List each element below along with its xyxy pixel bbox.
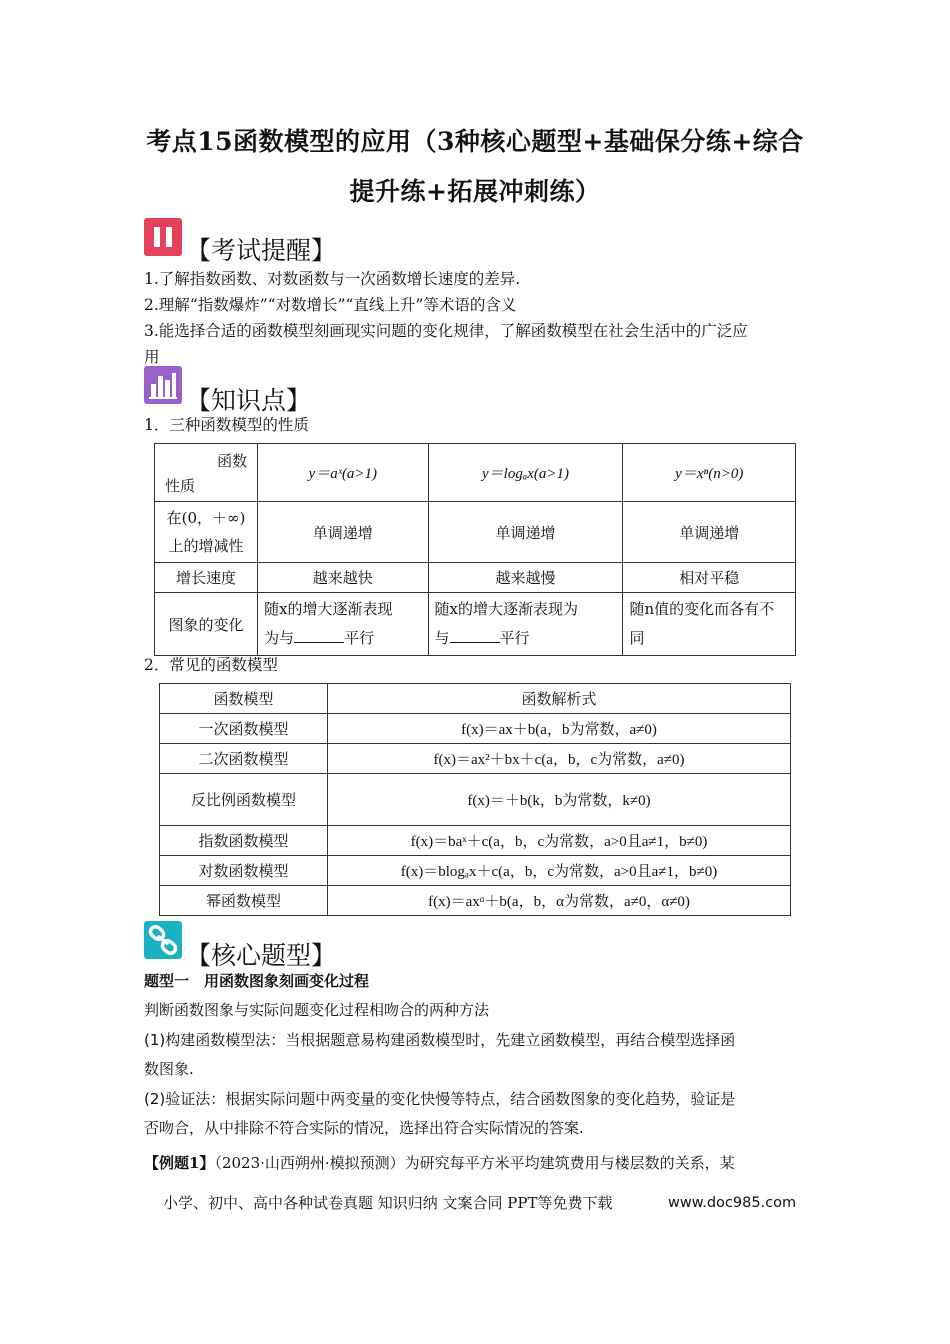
subheading-three-models: 1．三种函数模型的性质 xyxy=(144,416,309,434)
page-title-line2: 提升练+拓展冲刺练） xyxy=(349,177,601,206)
bar-chart-icon xyxy=(144,366,182,404)
models-table xyxy=(159,683,791,916)
properties-table xyxy=(154,443,796,656)
cell-graph-2: 随x的增大逐渐表现为 与 平行 xyxy=(428,593,623,656)
example-label: 【例题1】 xyxy=(144,1154,215,1172)
header-exponential: y＝aˣ(a>1) xyxy=(258,444,428,502)
blank-line xyxy=(294,627,344,643)
header-formula: 函数解析式 xyxy=(328,684,791,714)
cell-graph-1: 随x的增大逐渐表现 为与 平行 xyxy=(258,593,428,656)
header-model: 函数模型 xyxy=(160,684,328,714)
method-1-line1: (1)构建函数模型法：当根据题意易构建函数模型时，先建立函数模型，再结合模型选择函 xyxy=(144,1031,736,1049)
tip-item-3-cont: 用 xyxy=(144,348,160,366)
tip-item-1: 1.了解指数函数、对数函数与一次函数增长速度的差异. xyxy=(144,270,521,288)
pause-icon xyxy=(144,218,182,256)
model-name-logarithmic: 对数函数模型 xyxy=(160,856,328,886)
question-type-1: 题型一 用函数图象刻画变化过程 xyxy=(144,972,370,990)
model-name-power: 幂函数模型 xyxy=(160,886,328,916)
footer-url[interactable]: www.doc985.com xyxy=(668,1195,797,1211)
corner-cell xyxy=(155,444,258,502)
method-2-line1: (2)验证法：根据实际问题中两变量的变化快慢等特点，结合函数图象的变化趋势，验证是 xyxy=(144,1090,736,1108)
tip-item-3: 3.能选择合适的函数模型刻画现实问题的变化规律，了解函数模型在社会生活中的广泛应 xyxy=(144,322,748,340)
subheading-common-models: 2．常见的函数模型 xyxy=(144,656,278,674)
corner-bottom-label: 性质 xyxy=(165,476,196,495)
footer-text: 小学、初中、高中各种试卷真题 知识归纳 文案合同 PPT等免费下载 xyxy=(163,1194,613,1212)
cell-graph-3: 随n值的变化而各有不同 xyxy=(623,593,796,656)
row-label-speed: 增长速度 xyxy=(155,563,258,593)
row-label-monotonic: 在(0，＋∞)上的增减性 xyxy=(155,502,258,563)
corner-top-label: 函数 xyxy=(217,451,248,470)
cell-monotonic-2: 单调递增 xyxy=(428,502,623,563)
model-formula-linear: f(x)＝ax＋b(a，b为常数，a≠0) xyxy=(328,714,791,744)
section-heading-exam-tips: 【考试提醒】 xyxy=(186,236,337,265)
methods-intro: 判断函数图象与实际问题变化过程相吻合的两种方法 xyxy=(144,1001,490,1019)
blank-line xyxy=(450,627,500,643)
model-name-inverse: 反比例函数模型 xyxy=(160,774,328,826)
row-label-graph: 图象的变化 xyxy=(155,593,258,656)
section-heading-knowledge: 【知识点】 xyxy=(186,386,312,415)
method-1-line2: 数图象. xyxy=(144,1060,194,1078)
cell-speed-2: 越来越慢 xyxy=(428,563,623,593)
model-formula-power: f(x)＝axᵅ＋b(a，b，α为常数，a≠0，α≠0) xyxy=(328,886,791,916)
model-formula-exponential: f(x)＝baˣ＋c(a，b，c为常数，a>0且a≠1，b≠0) xyxy=(328,826,791,856)
model-name-quadratic: 二次函数模型 xyxy=(160,744,328,774)
section-heading-core-types: 【核心题型】 xyxy=(186,941,337,970)
cell-speed-3: 相对平稳 xyxy=(623,563,796,593)
cell-monotonic-1: 单调递增 xyxy=(258,502,428,563)
header-logarithmic: y＝logₐx(a>1) xyxy=(428,444,623,502)
example-text: （2023·山西朔州·模拟预测）为研究每平方米平均建筑费用与楼层数的关系，某 xyxy=(214,1154,735,1172)
tip-item-2: 2.理解“指数爆炸”“对数增长”“直线上升”等术语的含义 xyxy=(144,296,517,314)
link-icon xyxy=(144,921,182,959)
header-power: y＝xⁿ(n>0) xyxy=(623,444,796,502)
model-formula-quadratic: f(x)＝ax²＋bx＋c(a，b，c为常数，a≠0) xyxy=(328,744,791,774)
cell-speed-1: 越来越快 xyxy=(258,563,428,593)
model-name-exponential: 指数函数模型 xyxy=(160,826,328,856)
example-1 xyxy=(144,1150,735,1176)
method-2-line2: 否吻合，从中排除不符合实际的情况，选择出符合实际情况的答案. xyxy=(144,1119,584,1137)
page-title-line1: 考点15函数模型的应用（3种核心题型+基础保分练+综合 xyxy=(146,127,804,156)
cell-monotonic-3: 单调递增 xyxy=(623,502,796,563)
model-name-linear: 一次函数模型 xyxy=(160,714,328,744)
model-formula-logarithmic: f(x)＝blogₐx＋c(a，b，c为常数，a>0且a≠1，b≠0) xyxy=(328,856,791,886)
model-formula-inverse: f(x)＝＋b(k，b为常数，k≠0) xyxy=(328,774,791,826)
